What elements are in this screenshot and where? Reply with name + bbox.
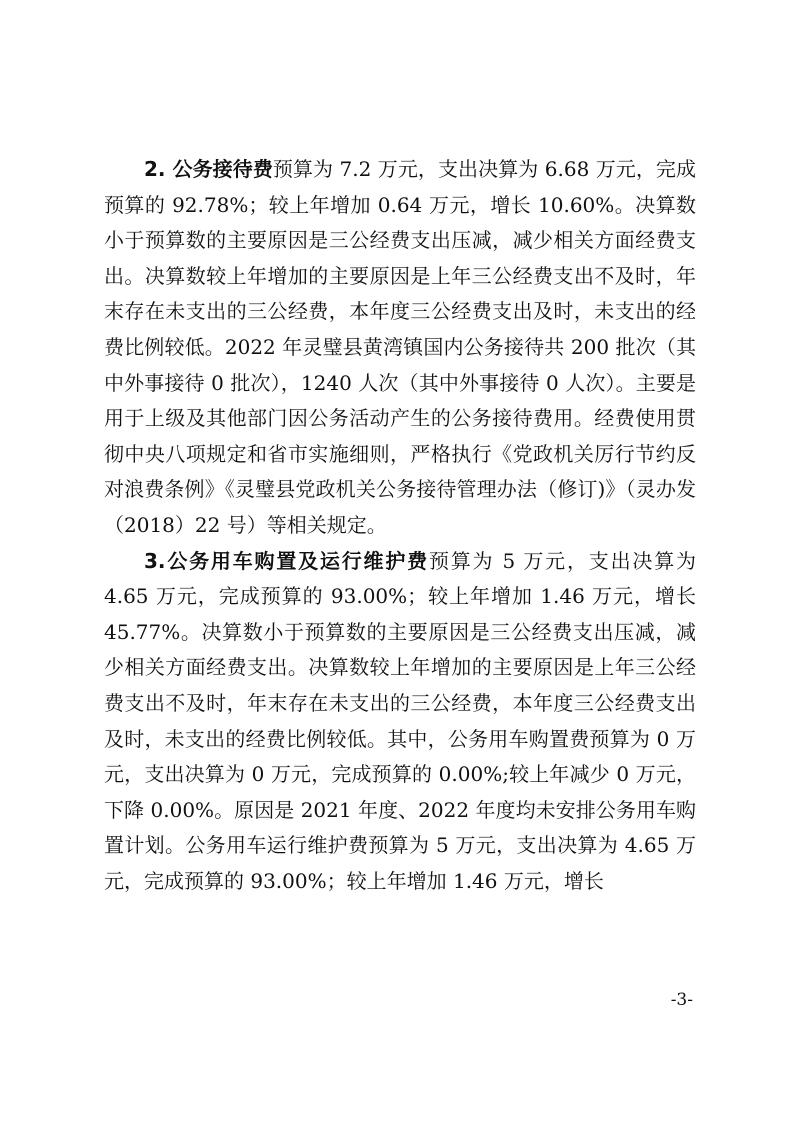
paragraph-official-vehicles — [104, 544, 696, 900]
paragraph-text: 预算为 7.2 万元，支出决算为 6.68 万元，完成预算的 92.78%；较上年增加 0.64 万元，增长 10.60%。决算数小于预算数的主要原因是三公经费支出压减，减少相关方面经费支出。决算数较上年增加的主要原因是上年三公经费支出不及时，年末存在未支出的三公经费，本年度三公经费支出及时，未支出的经费比例较低。2022 年灵璧县黄湾镇国内公务接待共 200 批次（其中外事接待 0 批次），1240 人次（其中外事接待 0 人次）。主要是用于上级及其他部门因公务活动产生的公务接待费用。经费使用贯彻中央八项规定和省市实施细则，严格执行《党政机关厉行节约反对浪费条例》《灵璧县党政机关公务接待管理办法（修订)》（灵办发（2018）22 号）等相关规定。 — [104, 157, 696, 537]
paragraph-official-reception — [104, 152, 696, 544]
document-body — [104, 152, 696, 899]
paragraph-heading: 2. 公务接待费 — [144, 157, 273, 181]
paragraph-text: 预算为 5 万元，支出决算为 4.65 万元，完成预算的 93.00%；较上年增加 1.46 万元，增长 45.77%。决算数小于预算数的主要原因是三公经费支出压减，减少相关方面经费支出。决算数较上年增加的主要原因是上年三公经费支出不及时，年末存在未支出的三公经费，本年度三公经费支出及时，未支出的经费比例较低。其中，公务用车购置费预算为 0 万元，支出决算为 0 万元，完成预算的 0.00%;较上年减少 0 万元，下降 0.00%。原因是 2021 年度、2022 年度均未安排公务用车购置计划。公务用车运行维护费预算为 5 万元，支出决算为 4.65 万元，完成预算的 93.00%；较上年增加 1.46 万元，增长 — [104, 548, 696, 893]
paragraph-heading: 3.公务用车购置及运行维护费 — [144, 548, 429, 573]
page-number: -3- — [670, 990, 693, 1010]
